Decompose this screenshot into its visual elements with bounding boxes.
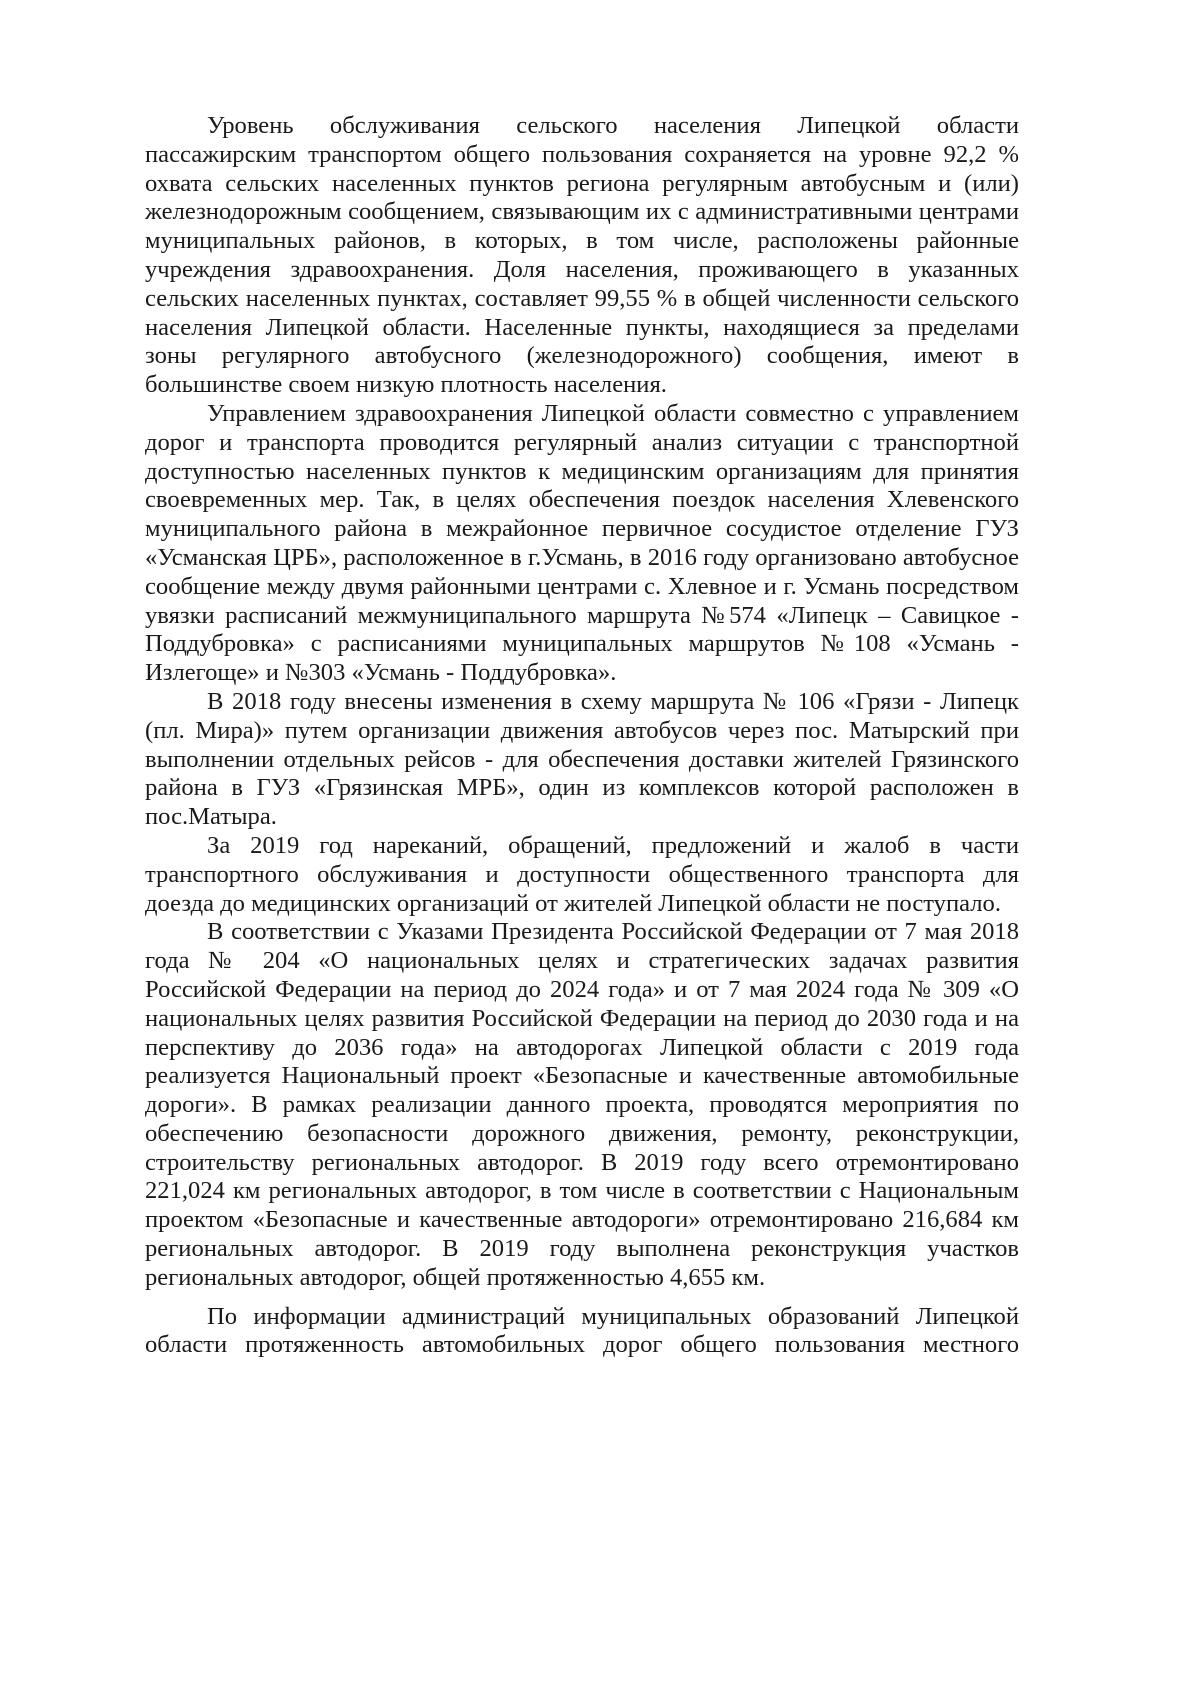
paragraph-national-project-roads: В соответствии с Указами Президента Российской Федерации от 7 мая 2018 года № 204 «О национальных целях и стратегических задачах развития Российской Федерации на период до 2024 года» и от 7 мая 2024 года № 309 «О национальных целях развития Российской Федерации на период до 2030 года и на перспективу до 2036 года» на автодорогах Липецкой области с 2019 года реализуется Национальный проект «Безопасные и качественные автомобильные дороги». В рамках реализации данного проекта, проводятся мероприятия по обеспечению безопасности дорожного движения, ремонту, реконструкции, строительству региональных автодорог. В 2019 году всего отремонтировано 221,024 км региональных автодорог, в том числе в соответствии с Национальным проектом «Безопасные и качественные автодороги» отремонтировано 216,684 км региональных автодорог. В 2019 году выполнена реконструкция участков региональных автодорог, общей протяженностью 4,655 км.	[145, 918, 1019, 1291]
document-body	[145, 112, 1019, 1360]
paragraph-healthcare-transport-analysis: Управлением здравоохранения Липецкой области совместно с управлением дорог и транспорта проводится регулярный анализ ситуации с транспортной доступностью населенных пунктов к медицинским организациям для принятия своевременных мер. Так, в целях обеспечения поездок населения Хлевенского муниципального района в межрайонное первичное сосудистое отделение ГУЗ «Усманская ЦРБ», расположенное в г.Усмань, в 2016 году организовано автобусное сообщение между двумя районными центрами с. Хлевное и г. Усмань посредством увязки расписаний межмуниципального маршрута №574 «Липецк – Савицкое - Поддубровка» с расписаниями муниципальных маршрутов №108 «Усмань - Излегоще» и №303 «Усмань - Поддубровка».	[145, 399, 1019, 687]
paragraph-route-106-changes: В 2018 году внесены изменения в схему маршрута № 106 «Грязи - Липецк (пл. Мира)» путем организации движения автобусов через пос. Матырский при выполнении отдельных рейсов - для обеспечения доставки жителей Грязинского района в ГУЗ «Грязинская МРБ», один из комплексов которой расположен в пос.Матыра.	[145, 687, 1019, 831]
paragraph-no-complaints-2019: За 2019 год нареканий, обращений, предложений и жалоб в части транспортного обслуживания и доступности общественного транспорта для доезда до медицинских организаций от жителей Липецкой области не поступало.	[145, 831, 1019, 917]
paragraph-rural-transport-coverage: Уровень обслуживания сельского населения Липецкой области пассажирским транспортом общего пользования сохраняется на уровне 92,2 % охвата сельских населенных пунктов региона регулярным автобусным и (или) железнодорожным сообщением, связывающим их с административными центрами муниципальных районов, в которых, в том числе, расположены районные учреждения здравоохранения. Доля населения, проживающего в указанных сельских населенных пунктах, составляет 99,55 % в общей численности сельского населения Липецкой области. Населенные пункты, находящиеся за пределами зоны регулярного автобусного (железнодорожного) сообщения, имеют в большинстве своем низкую плотность населения.	[145, 112, 1019, 399]
paragraph-municipal-roads-info: По информации администраций муниципальных образований Липецкой области протяженность автомобильных дорог общего пользования местного	[145, 1302, 1019, 1359]
